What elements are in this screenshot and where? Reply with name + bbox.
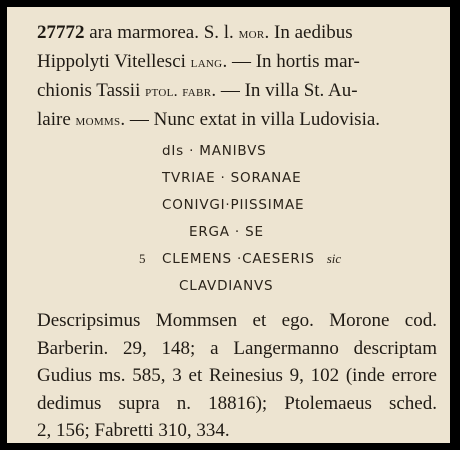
commentary-line-4: dedimus supra n. 18816); Ptolemaeus sched.: [37, 392, 437, 414]
inscription-line-4: ERGA · SE: [189, 224, 264, 240]
inscription-line-5: [162, 251, 341, 273]
entry-text: chionis Tassii: [37, 80, 146, 101]
entry-text: . — In hortis mar-: [222, 51, 360, 72]
entry-number: 27772: [37, 22, 85, 43]
inscription-line-6: CLAVDIANVS: [179, 278, 274, 294]
commentary: [37, 307, 437, 445]
source-abbrev: lang: [190, 54, 223, 71]
entry-line-3: [37, 77, 437, 106]
commentary-line-2: Barberin. 29, 148; a Langermanno descriptam: [37, 337, 437, 359]
document-page: [7, 7, 450, 443]
line-number: 5: [139, 251, 147, 266]
source-abbrev: ptol. fabr: [145, 83, 212, 100]
entry-header: [37, 19, 437, 135]
commentary-line-1: Descripsimus Mommsen et ego. Morone cod.: [37, 310, 437, 331]
entry-text: laire: [37, 109, 76, 130]
entry-text: . — In villa St. Au-: [211, 80, 358, 101]
inscription-line-5-text: CLEMENS ·CAESERIS: [162, 251, 315, 267]
entry-line-4: [37, 106, 437, 135]
entry-text: Hippolyti Vitellesci: [37, 51, 191, 72]
sic-note: sic: [326, 251, 342, 266]
entry-line-2: [37, 48, 437, 77]
inscription-line-2: TVRIAE · SORANAE: [162, 170, 302, 186]
entry-text: . In aedibus: [264, 22, 353, 43]
commentary-line-3: Gudius ms. 585, 3 et Reinesius 9, 102 (inde errore: [37, 365, 437, 386]
commentary-line-5: 2, 156; Fabretti 310, 334.: [37, 420, 230, 441]
source-abbrev: mor: [238, 25, 265, 42]
inscription-line-3: CONIVGI·PIISSIMAE: [162, 197, 305, 213]
entry-text: ara marmorea. S. l.: [89, 22, 239, 43]
entry-text: . — Nunc extat in villa Ludovisia.: [120, 109, 381, 130]
entry-line-1: [37, 19, 437, 48]
inscription-line-1: dIs · MANIBVS: [162, 143, 267, 159]
source-abbrev: momms: [75, 112, 121, 129]
